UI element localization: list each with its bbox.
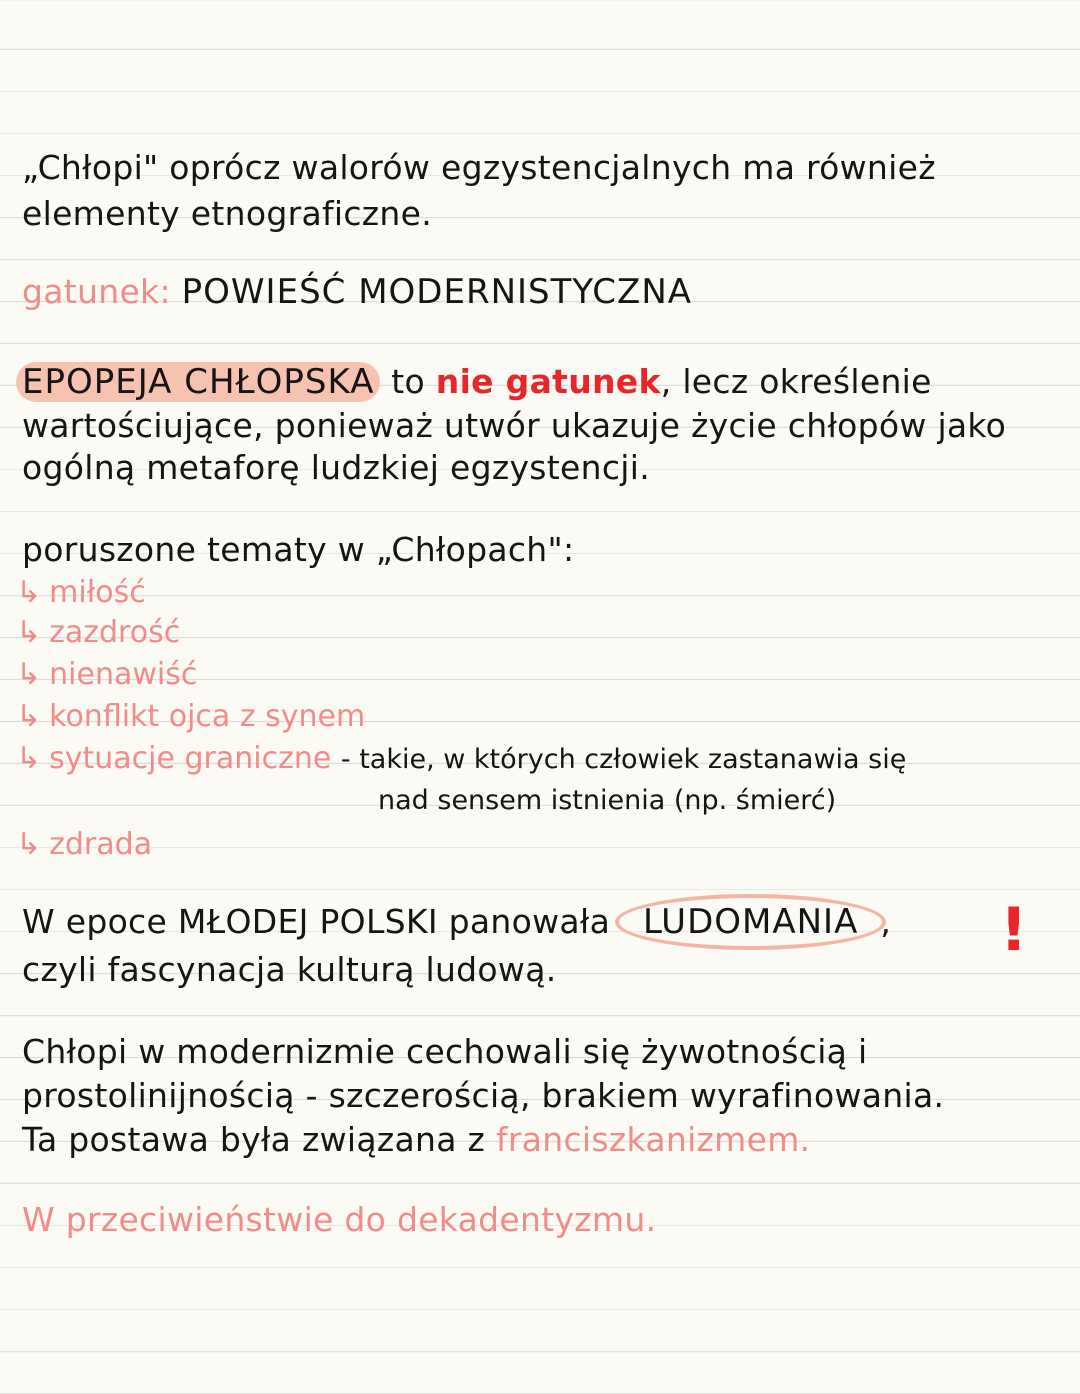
intro-line-1: „Chłopi" oprócz walorów egzystencjalnych ma również	[22, 148, 936, 187]
genre-value: POWIEŚĆ MODERNISTYCZNA	[181, 272, 693, 312]
intro-line-2: elementy etnograficzne.	[22, 194, 433, 233]
epopeja-rest: , lecz określenie	[660, 362, 932, 401]
arrow-icon: ↳	[16, 741, 42, 776]
list-item: ↳ zdrada	[16, 827, 153, 862]
mloda-polska-line-1: W epoce MŁODEJ POLSKI panowała LUDOMANIA ,	[22, 902, 891, 942]
exclamation-icon: !	[1000, 895, 1028, 965]
arrow-icon: ↳	[16, 575, 42, 610]
epopeja-term: EPOPEJA CHŁOPSKA	[16, 362, 380, 402]
themes-heading: poruszone tematy w „Chłopach":	[22, 530, 575, 569]
genre-label: gatunek:	[22, 272, 171, 311]
epopeja-not-genre: nie gatunek	[435, 362, 661, 401]
mloda-polska-line-2: czyli fascynacja kulturą ludową.	[22, 950, 557, 989]
arrow-icon: ↳	[16, 657, 42, 692]
arrow-icon: ↳	[16, 699, 42, 734]
chlopi-line-1: Chłopi w modernizmie cechowali się żywotnością i	[22, 1032, 868, 1071]
franciszkanizm-term: franciszkanizmem.	[495, 1120, 811, 1159]
arrow-icon: ↳	[16, 827, 42, 862]
epopeja-line-2: wartościujące, ponieważ utwór ukazuje życie chłopów jako	[22, 406, 1007, 445]
epopeja-line-1	[22, 362, 932, 402]
border-situations-note-2: nad sensem istnienia (np. śmierć)	[378, 785, 837, 816]
genre-line	[22, 272, 692, 312]
ludomania-circled: LUDOMANIA	[615, 894, 886, 950]
list-item: ↳ nienawiść	[16, 657, 198, 692]
list-item: ↳ zazdrość	[16, 615, 181, 650]
epopeja-line-3: ogólną metaforę ludzkiej egzystencji.	[22, 448, 651, 487]
contrast-note: W przeciwieństwie do dekadentyzmu.	[22, 1200, 657, 1239]
chlopi-line-2: prostolinijnością - szczerością, brakiem wyrafinowania.	[22, 1076, 945, 1115]
arrow-icon: ↳	[16, 615, 42, 650]
chlopi-line-3: Ta postawa była związana z franciszkanizmem.	[22, 1120, 811, 1159]
list-item: ↳ sytuacje graniczne - takie, w których człowiek zastanawia się	[16, 741, 907, 776]
epopeja-to: to	[391, 362, 425, 401]
list-item: ↳ konflikt ojca z synem	[16, 699, 366, 734]
border-situations-note: - takie, w których człowiek zastanawia się	[340, 744, 907, 775]
list-item: ↳ miłość	[16, 575, 146, 610]
